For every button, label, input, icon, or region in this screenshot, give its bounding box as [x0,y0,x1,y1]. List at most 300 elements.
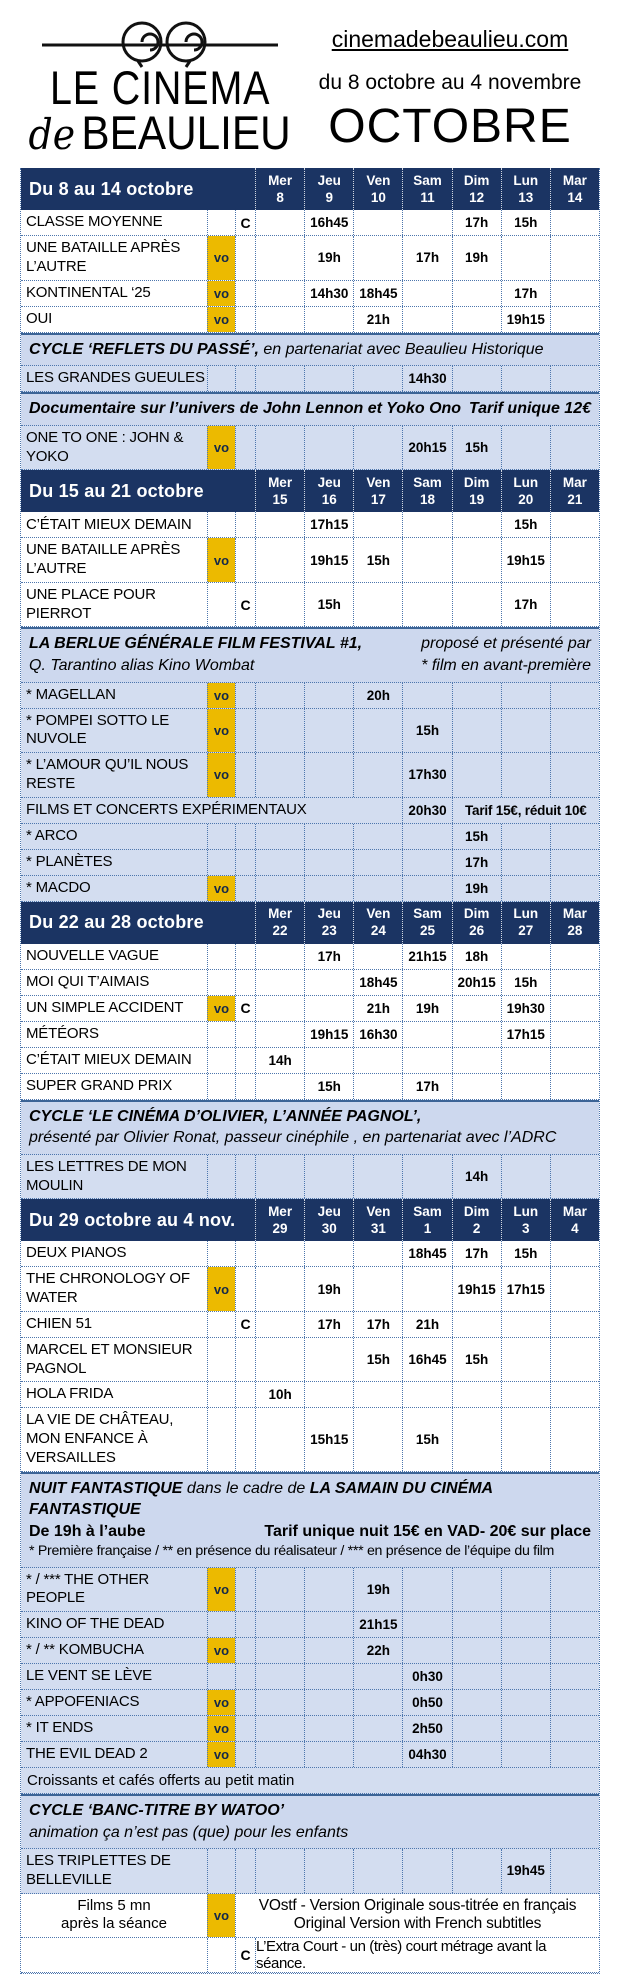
day-name: Sam [413,905,442,921]
showtime: 0h30 [402,1664,451,1689]
showtime-empty [304,1690,353,1715]
showtime-empty [255,709,304,753]
vo-cell [207,1408,235,1470]
showtime: 15h [304,1074,353,1099]
section-banner [21,1472,599,1568]
showtime: 15h [501,512,550,537]
showtime-empty [501,1408,550,1470]
showtime-empty [452,583,501,627]
showtime-empty [501,1638,550,1663]
film-title: C’ÉTAIT MIEUX DEMAIN [26,515,192,533]
day-name: Sam [413,1203,442,1219]
showtime-empty [353,1155,402,1199]
showtime-empty [255,1338,304,1382]
section-banner [21,1100,599,1155]
showtime-empty [255,876,304,901]
showtime: 16h45 [402,1338,451,1382]
showtime-empty [353,512,402,537]
film-row [21,512,599,538]
day-header [501,1199,550,1241]
showtime: 19h15 [304,538,353,582]
showtime: 18h45 [402,1241,451,1266]
showtime: 17h15 [304,512,353,537]
showtime: 22h [353,1638,402,1663]
day-name: Jeu [317,905,341,921]
showtime-empty [353,1382,402,1407]
banner-text [29,655,254,677]
showtime-empty [550,1408,599,1470]
showtime-empty [402,512,451,537]
banner-text-segment: proposé et présenté par [421,635,591,653]
c-cell [235,307,255,332]
showtime: 15h [501,970,550,995]
film-row [21,1716,599,1742]
film-title: ONE TO ONE : JOHN & YOKO [26,428,184,465]
day-name: Lun [513,474,539,490]
showtime-empty [255,1742,304,1767]
day-name: Sam [413,474,442,490]
showtime: 17h [452,1241,501,1266]
showtime-empty [550,1155,599,1199]
showtime: 18h45 [353,970,402,995]
showtime-empty [304,876,353,901]
day-name: Jeu [317,1203,341,1219]
film-row [21,683,599,709]
film-row [21,876,599,902]
showtime-empty [550,1664,599,1689]
showtime: 0h50 [402,1690,451,1715]
showtime: 15h [452,1338,501,1382]
film-title: KONTINENTAL ‘25 [26,283,151,301]
showtime-empty [255,850,304,875]
showtime-empty [255,1155,304,1199]
showtime-empty [353,236,402,280]
showtime-empty [255,426,304,470]
banner-text [29,1822,348,1844]
vo-cell [207,1155,235,1199]
showtime-empty [304,1664,353,1689]
film-title: SUPER GRAND PRIX [26,1076,172,1094]
showtime-empty [501,753,550,797]
film-title: C’ÉTAIT MIEUX DEMAIN [26,1050,192,1068]
day-number: 15 [272,491,288,507]
vo-badge: vo [207,281,235,306]
showtime: 21h15 [353,1612,402,1637]
c-cell [235,1382,255,1407]
banner-line [29,633,591,655]
showtime-empty [501,426,550,470]
showtime-empty [550,1742,599,1767]
film-row [21,236,599,281]
day-header [501,168,550,210]
vo-cell [207,210,235,235]
showtime-empty [550,1638,599,1663]
program-month: OCTOBRE [328,100,572,153]
showtime-empty [452,1612,501,1637]
vo-cell [207,1074,235,1099]
banner-text-segment: LA SAMAIN DU CINÉMA FANTASTIQUE [29,1479,493,1519]
banner-text [29,1106,421,1128]
c-cell [235,1338,255,1382]
banner-line [29,339,591,361]
showtime-empty [550,1568,599,1612]
showtime-empty [255,281,304,306]
day-header [402,168,451,210]
showtime-empty [304,1241,353,1266]
film-row [21,426,599,471]
film-title: * APPOFENIACS [26,1693,140,1711]
showtime-empty [550,970,599,995]
showtime-empty [452,366,501,391]
showtime-empty [402,583,451,627]
banner-text-segment: * Première française / ** en présence du réalisateur / *** en présence de l’équipe du film [29,1543,555,1560]
c-cell [235,824,255,849]
vo-badge: vo [207,426,235,470]
film-title: UN SIMPLE ACCIDENT [26,998,184,1016]
film-row [21,1155,599,1200]
showtime: 17h [402,1074,451,1099]
vo-cell [207,970,235,995]
film-row [21,824,599,850]
showtime-empty [353,1690,402,1715]
note-row [21,1768,599,1794]
banner-text-segment: animation ça n’est pas (que) pour les enfants [29,1823,349,1841]
showtime-empty [304,1048,353,1073]
showtime-empty [255,538,304,582]
week-header [21,1199,599,1241]
banner-line [29,1822,591,1844]
showtime: 19h [452,236,501,280]
showtime-empty [501,1382,550,1407]
banner-text [29,1542,554,1561]
showtime-empty [255,366,304,391]
banner-line [29,1542,591,1561]
day-name: Jeu [317,172,341,188]
showtime-empty [255,1074,304,1099]
banner-text-right [421,633,591,655]
section-banner [21,392,599,426]
film-row [21,1849,599,1894]
banner-line [29,1478,591,1521]
banner-text [29,633,362,655]
film-row [21,798,599,824]
vo-cell [207,1338,235,1382]
showtime-empty [501,1074,550,1099]
showtime-empty [550,1022,599,1047]
c-cell [235,538,255,582]
showtime: 17h [501,281,550,306]
showtime-empty [402,824,451,849]
film-row [21,1664,599,1690]
showtime-empty [452,1408,501,1470]
showtime: 10h [255,1382,304,1407]
showtime-empty [402,1382,451,1407]
film-row [21,583,599,628]
showtime: 16h45 [304,210,353,235]
film-row [21,1338,599,1383]
banner-text-right [264,1521,591,1543]
film-row [21,307,599,333]
showtime-empty [501,1312,550,1337]
showtime-empty [255,996,304,1021]
c-cell [235,512,255,537]
showtime-empty [304,1716,353,1741]
showtime-empty [452,1568,501,1612]
showtime-empty [402,1048,451,1073]
banner-line [29,1800,591,1822]
showtime-empty [501,1612,550,1637]
poster-header [20,0,600,168]
showtime-empty [501,824,550,849]
week-header [21,902,599,944]
legend-vo-text [235,1894,599,1937]
c-cell [235,1241,255,1266]
day-header [353,1199,402,1241]
showtime-empty [353,366,402,391]
day-number: 24 [370,923,386,939]
showtime-empty [452,1690,501,1715]
day-name: Mer [268,1203,293,1219]
c-cell [235,1074,255,1099]
banner-text-right [469,398,591,420]
film-title: * IT ENDS [26,1719,94,1737]
c-cell [235,850,255,875]
vo-badge: vo [207,753,235,797]
banner-line [29,1521,591,1543]
showtime-empty [255,753,304,797]
showtime-empty [501,366,550,391]
showtime-empty [501,1716,550,1741]
showtime-empty [255,1638,304,1663]
showtime-empty [452,281,501,306]
vo-cell [207,1048,235,1073]
day-header [304,902,353,944]
showtime: 14h [255,1048,304,1073]
showtime-empty [452,1742,501,1767]
showtime: 21h [353,996,402,1021]
film-row [21,996,599,1022]
banner-text-segment: Q. Tarantino alias Kino Wombat [29,657,255,675]
showtime-empty [550,426,599,470]
vo-cell [207,1312,235,1337]
showtime: 15h [353,538,402,582]
day-name: Ven [366,1203,391,1219]
showtime: 14h [452,1155,501,1199]
day-header [353,470,402,512]
c-badge: C [235,1312,255,1337]
day-number: 8 [276,189,284,205]
showtime-empty [501,1155,550,1199]
c-cell [235,1408,255,1470]
showtime-empty [255,944,304,969]
day-name: Jeu [317,474,341,490]
film-row [21,753,599,798]
schedule-table [20,168,600,1974]
showtime: 15h [452,426,501,470]
showtime-empty [304,366,353,391]
showtime: 15h [353,1338,402,1382]
showtime-empty [550,1716,599,1741]
banner-text [29,1127,556,1149]
day-name: Mar [562,474,587,490]
film-row [21,1267,599,1312]
vo-badge: vo [207,1742,235,1767]
day-header [304,168,353,210]
day-number: 4 [571,1220,579,1236]
day-header [304,470,353,512]
showtime-empty [353,753,402,797]
legend-c-row [21,1938,599,1973]
showtime: 2h50 [402,1716,451,1741]
logo-beaulieu-word: BEAULIEU [81,106,292,160]
showtime: 19h15 [452,1267,501,1311]
legend-c-left-empty [21,1938,207,1972]
vo-cell [207,1241,235,1266]
showtime-empty [255,583,304,627]
showtime-empty [402,970,451,995]
showtime-empty [452,1849,501,1893]
film-row [21,366,599,392]
showtime-empty [550,1267,599,1311]
week-title: Du 8 au 14 octobre [29,178,194,199]
vo-cell [207,366,235,391]
film-row [21,1690,599,1716]
showtime-empty [550,1612,599,1637]
banner-text-segment: dans le cadre de [182,1479,310,1497]
c-cell [235,1690,255,1715]
showtime: 17h [304,1312,353,1337]
film-title: FILMS ET CONCERTS EXPÉRIMENTAUX [26,800,307,818]
tariff-note: Tarif 15€, réduit 10€ [452,798,599,823]
day-header [550,902,599,944]
day-header [550,470,599,512]
showtime-empty [402,1849,451,1893]
showtime-empty [353,1048,402,1073]
legend-vo-row [21,1894,599,1938]
banner-line [29,398,591,420]
showtime-empty [353,1716,402,1741]
showtime: 17h [501,583,550,627]
showtime-empty [255,1612,304,1637]
showtime-empty [353,583,402,627]
showtime: 17h [452,850,501,875]
banner-text-segment: CYCLE ‘LE CINÉMA D’OLIVIER, L’ANNÉE PAGNOL’, [29,1107,422,1125]
c-cell [235,1742,255,1767]
film-title: UNE BATAILLE APRÈS L’AUTRE [26,541,181,578]
showtime: 19h45 [501,1849,550,1893]
film-row [21,709,599,754]
showtime-empty [550,996,599,1021]
program-date-range: du 8 octobre au 4 novembre [318,71,582,94]
banner-line [29,1106,591,1128]
c-cell [235,876,255,901]
day-name: Lun [513,1203,539,1219]
showtime-empty [255,1716,304,1741]
showtime-empty [550,281,599,306]
showtime: 17h [353,1312,402,1337]
day-name: Ven [366,172,391,188]
showtime: 19h [353,1568,402,1612]
legend-vo-left-line1: Films 5 mn [77,1897,151,1915]
showtime-empty [304,1849,353,1893]
showtime: 15h [402,709,451,753]
showtime-empty [304,970,353,995]
day-name: Mar [562,905,587,921]
showtime-empty [550,1382,599,1407]
film-reel-glasses-icon [38,16,282,66]
day-number: 25 [419,923,435,939]
day-number: 13 [518,189,534,205]
day-header [402,470,451,512]
header-right [300,16,600,151]
showtime-empty [353,1664,402,1689]
day-header [452,1199,501,1241]
showtime-empty [501,1568,550,1612]
day-header [353,168,402,210]
vo-badge: vo [207,709,235,753]
c-cell [235,970,255,995]
showtime-empty [550,753,599,797]
film-title: LES TRIPLETTES DE BELLEVILLE [26,1852,171,1888]
film-title: * POMPEI SOTTO LE NUVOLE [26,711,170,748]
section-banner [21,333,599,367]
day-name: Dim [463,1203,490,1219]
showtime-empty [304,683,353,708]
day-header [402,1199,451,1241]
showtime-empty [452,1716,501,1741]
showtime-empty [304,307,353,332]
film-title: KINO OF THE DEAD [26,1615,165,1633]
showtime-empty [501,850,550,875]
film-row [21,1568,599,1613]
showtime: 21h [402,1312,451,1337]
day-number: 22 [272,923,288,939]
showtime-empty [452,1638,501,1663]
day-number: 28 [567,923,583,939]
showtime-empty [402,281,451,306]
film-title: CLASSE MOYENNE [26,213,163,231]
day-name: Dim [463,172,490,188]
showtime-empty [353,1267,402,1311]
showtime: 19h15 [501,538,550,582]
showtime-empty [550,583,599,627]
showtime-empty [501,1664,550,1689]
showtime-empty [304,709,353,753]
vo-cell [207,1612,235,1637]
showtime-empty [402,1612,451,1637]
showtime: 14h30 [402,366,451,391]
cinema-logo [20,16,300,160]
vo-badge: vo [207,876,235,901]
film-row [21,1408,599,1471]
day-header [304,1199,353,1241]
c-cell [235,236,255,280]
c-cell [235,1048,255,1073]
banner-text-segment: De 19h à l’aube [29,1522,146,1540]
showtime: 18h45 [353,281,402,306]
vo-cell [207,583,235,627]
film-row [21,281,599,307]
showtime-empty [304,1638,353,1663]
film-title: * / ** KOMBUCHA [26,1641,144,1659]
vo-badge: vo [207,1716,235,1741]
c-cell [235,944,255,969]
vo-cell [207,512,235,537]
showtime-empty [353,709,402,753]
showtime-empty [452,996,501,1021]
showtime-empty [304,824,353,849]
website-link[interactable]: cinemadebeaulieu.com [331,26,569,52]
